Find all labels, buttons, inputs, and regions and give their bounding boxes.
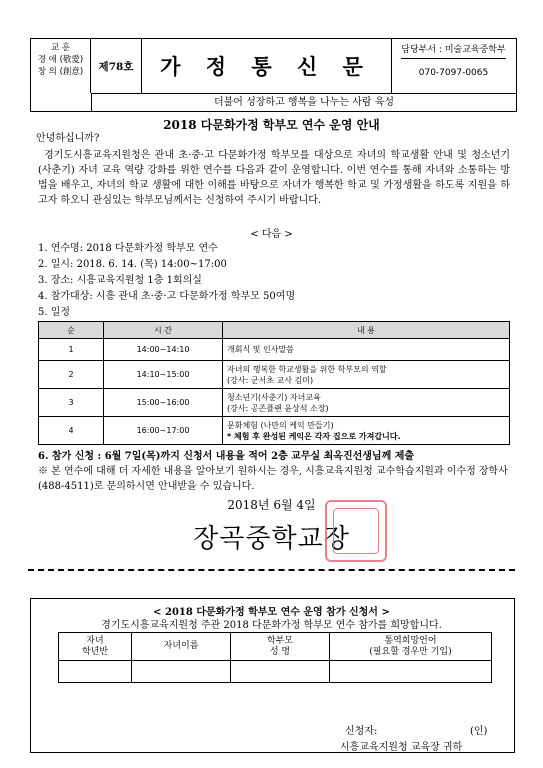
row-content-line: * 체험 후 완성된 케익은 각자 집으로 가져갑니다.	[227, 431, 401, 441]
row-content-line: 개회식 및 인사말씀	[227, 345, 294, 354]
child-name-header: 자녀이름	[132, 633, 231, 661]
interpret-language-header	[330, 633, 492, 661]
department: 담당부서 : 미술교육중학부	[401, 43, 505, 59]
form-entry-row	[59, 661, 492, 683]
applicant-label: 신청자:	[345, 726, 378, 737]
item-1: 1. 연수명: 2018 다문화가정 학부모 연수	[38, 243, 218, 254]
grade-class-field[interactable]	[59, 661, 132, 683]
row-time: 14:00~14:10	[104, 339, 223, 361]
application-table	[58, 632, 492, 683]
col-content: 내 용	[223, 322, 510, 339]
child-name-field[interactable]	[132, 661, 231, 683]
col-no: 순	[39, 322, 104, 339]
newsletter-title: 가 정 통 신 문	[141, 39, 392, 93]
school-slogan: 더불어 성장하고 행복을 나누는 사람 육성	[91, 93, 516, 111]
row-content	[223, 361, 510, 389]
motto-line-2: 창 의 (創意)	[37, 67, 84, 77]
phone-number: 070-7097-0065	[418, 68, 489, 78]
schedule-header-row	[39, 322, 510, 339]
interpret-language-field[interactable]	[330, 661, 492, 683]
contact-block	[391, 39, 516, 93]
row-time: 15:00~16:00	[104, 389, 223, 417]
newsletter-header	[30, 38, 517, 112]
row-content-line: (강사: 군서초 교사 김미)	[227, 375, 314, 385]
row-no: 4	[39, 417, 104, 445]
row-time: 14:10~15:00	[104, 361, 223, 389]
motto-line-1: 경 애 (敬愛)	[37, 55, 84, 65]
form-title: < 2018 다문화가정 학부모 연수 운영 참가 신청서 >	[153, 607, 390, 618]
item-2: 2. 일시: 2018. 6. 14. (목) 14:00~17:00	[38, 259, 227, 270]
table-row	[39, 361, 510, 389]
interpret-language-label: (필요할 경우만 기입)	[369, 646, 452, 657]
form-header-row	[59, 633, 492, 661]
issue-number: 제78호	[91, 39, 142, 93]
schedule-table	[38, 321, 510, 445]
row-content	[223, 389, 510, 417]
greeting: 안녕하십니까?	[36, 133, 100, 144]
item-4: 4. 참가대상: 시흥 관내 초·중·고 다문화가정 학부모 50여명	[38, 291, 296, 302]
table-row	[39, 389, 510, 417]
signature-mark: (인)	[470, 726, 488, 737]
parent-name-header	[231, 633, 330, 661]
grade-class-header	[59, 633, 132, 661]
item-5: 5. 일정	[38, 307, 71, 318]
principal-name: 장곡중학교장	[193, 524, 350, 554]
row-content	[223, 339, 510, 361]
row-no: 1	[39, 339, 104, 361]
row-no: 3	[39, 389, 104, 417]
form-recipient: 시흥교육지원청 교육장 귀하	[340, 742, 463, 753]
row-content	[223, 417, 510, 445]
row-no: 2	[39, 361, 104, 389]
document-title: 2018 다문화가정 학부모 연수 운영 안내	[163, 118, 380, 132]
school-motto	[31, 39, 91, 93]
motto-label: 교 훈	[50, 43, 71, 53]
parent-name-label: 학부모	[266, 635, 294, 646]
grade-class-label: 자녀	[86, 635, 104, 646]
row-content-line: 청소년기(사춘기) 자녀교육	[227, 392, 321, 402]
intro-paragraph: 경기도시흥교육지원청은 관내 초·중·고 다문화가정 학부모를 대상으로 자녀의 학교생활 안내 및 청소년기(사춘기) 자녀 교육 역량 강화를 위한 연수를 다음과 같이 운영합니다. 이번 연수를 통해 자녀와 소통하는 방법을 배우고, 자녀의 학교 생활에 대한 이해를 바탕으로 자녀가 행복한 학교 및 가정생활을 하도록 지원을 하고자 하오니 관심있는 학부모님께서는 신청하여 주시기 바랍니다.	[38, 150, 510, 206]
row-content-line: (강사: 공존플랜 윤상석 소장)	[227, 403, 329, 413]
cut-line	[28, 569, 515, 571]
item-3: 3. 장소: 시흥교육지원청 1층 1회의실	[38, 275, 202, 286]
interpret-language-label: 통역희망언어	[384, 635, 437, 646]
row-time: 16:00~17:00	[104, 417, 223, 445]
parent-name-field[interactable]	[231, 661, 330, 683]
grade-class-label: 학년반	[81, 646, 109, 657]
row-content-line: 문화체험 (나만의 케익 만들기)	[227, 420, 334, 430]
row-content-line: 자녀의 행복한 학교생활을 위한 학부모의 역할	[227, 364, 387, 374]
parent-name-label: 성 명	[269, 646, 291, 657]
contact-note: ※ 본 연수에 대해 더 자세한 내용을 알아보기 원하시는 경우, 시흥교육지원청 교수학습지원과 이수정 장학사 (488-4511)로 문의하시면 안내받을 수 있습니다.	[38, 466, 508, 492]
table-row	[39, 417, 510, 445]
next-heading: < 다음 >	[250, 229, 293, 240]
form-subtitle: 경기도시흥교육지원청 주관 2018 다문화가정 학부모 연수 참가를 희망합니다.	[101, 620, 442, 631]
issue-date: 2018년 6월 4일	[227, 498, 316, 512]
apply-note: 6. 참가 신청 : 6월 7일(목)까지 신청서 내용을 적어 2층 교무실 최옥진선생님께 제출	[38, 451, 415, 462]
col-time: 시 간	[104, 322, 223, 339]
official-seal	[325, 500, 387, 562]
table-row	[39, 339, 510, 361]
